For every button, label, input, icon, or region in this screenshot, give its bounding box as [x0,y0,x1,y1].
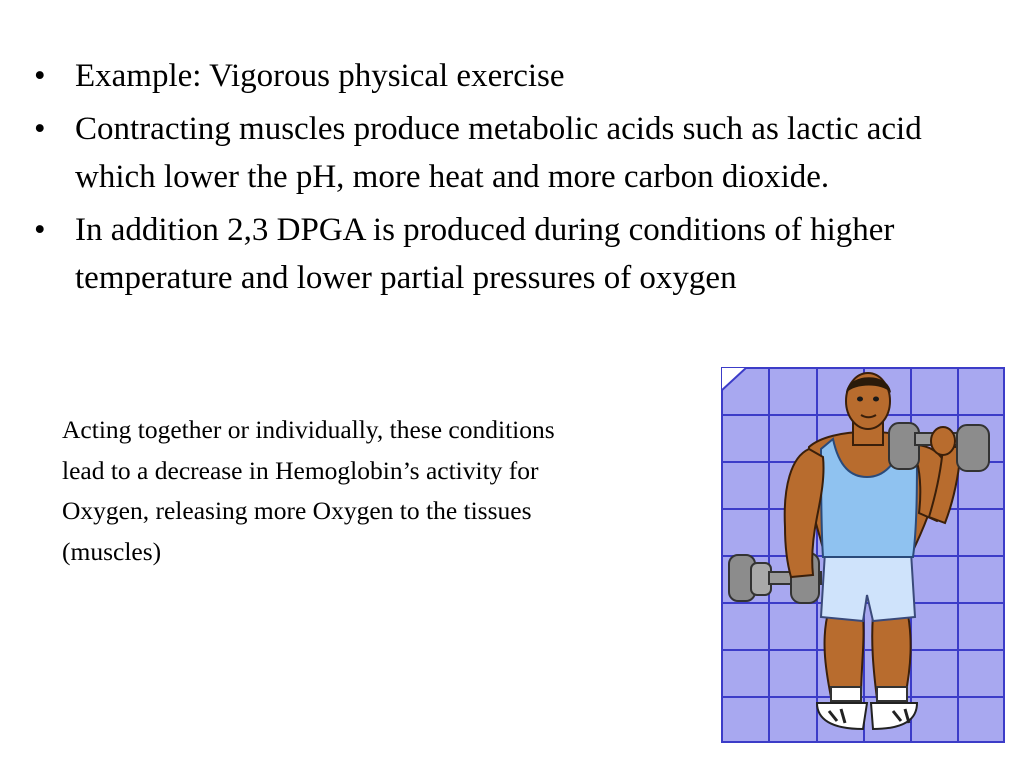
bullet-text: Example: Vigorous physical exercise [75,58,565,94]
right-fist [931,427,955,455]
head [846,373,891,429]
weightlifter-illustration [721,367,1005,743]
bullet-symbol: • [34,111,46,147]
bullet-list [34,52,1009,307]
bullet-symbol: • [34,212,46,248]
bullet-item [34,105,1009,201]
weightlifter-icon [721,367,1005,743]
bullet-text: In addition 2,3 DPGA is produced during conditions of higher temperature and lower partial pressures of oxygen [75,212,895,296]
bullet-symbol: • [34,58,46,94]
bullet-item [34,52,1009,100]
side-note: Acting together or individually, these conditions lead to a decrease in Hemoglobin’s activity for Oxygen, releasing more Oxygen to the tissues (muscles) [62,415,555,566]
bullet-item [34,206,1009,302]
bullet-text: Contracting muscles produce metabolic acids such as lactic acid which lower the pH, more heat and more carbon dioxide. [75,111,922,195]
